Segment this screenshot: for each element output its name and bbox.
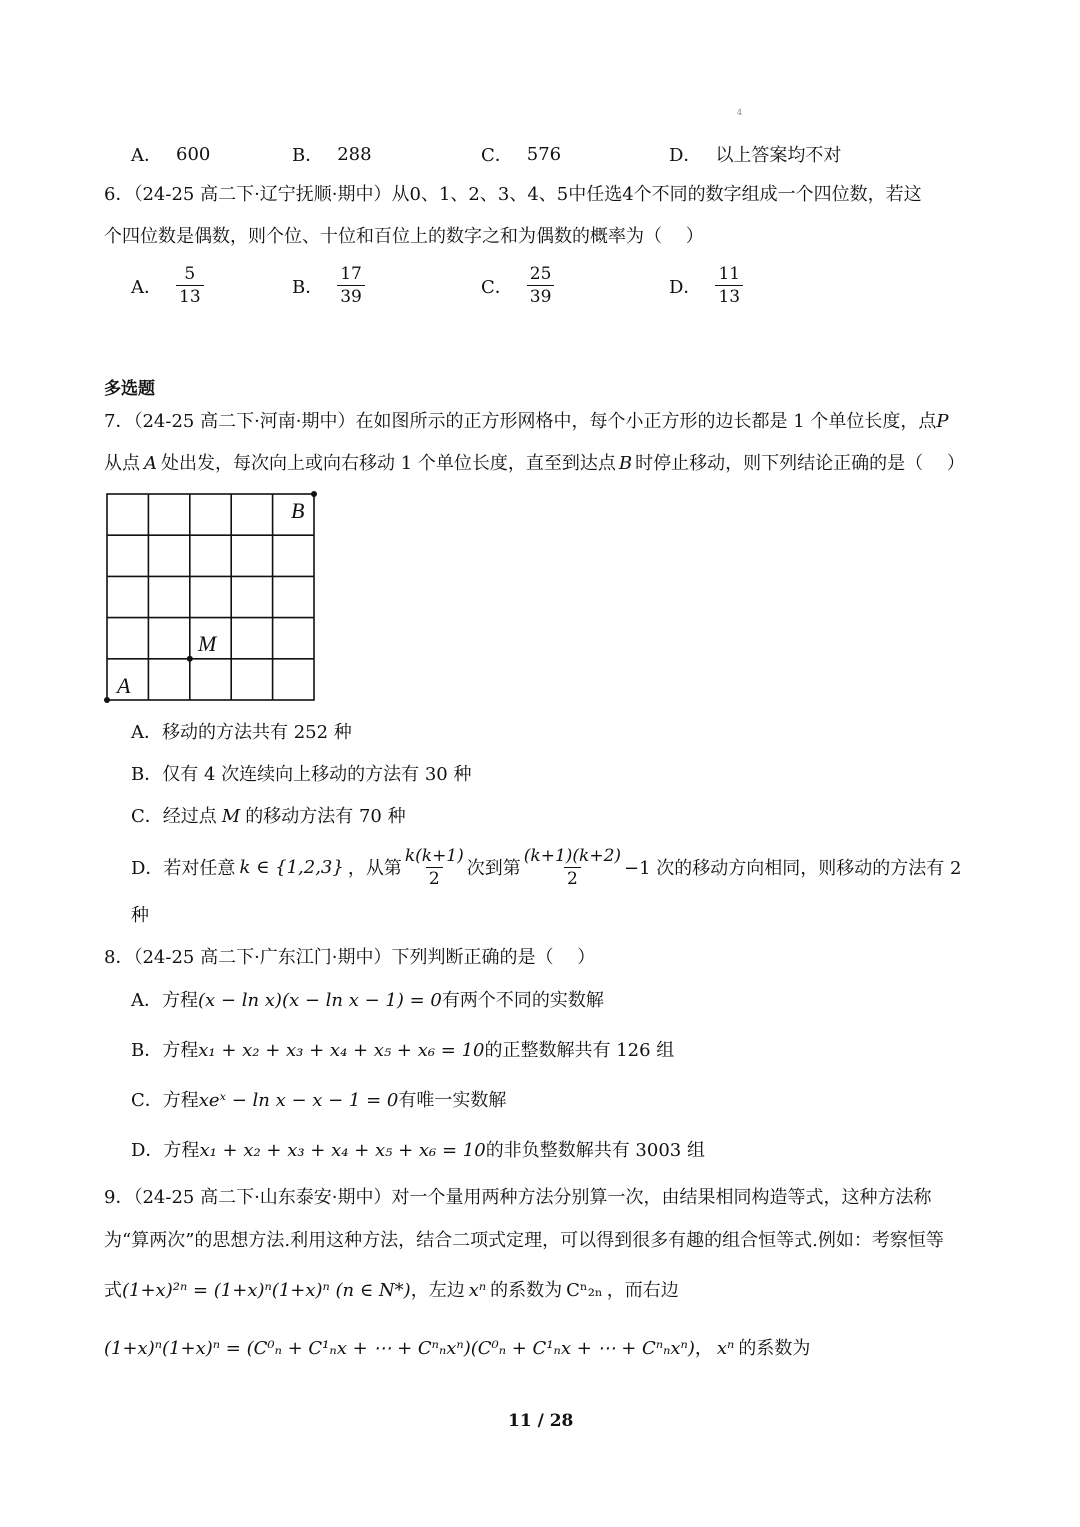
stem-math: (1+x)²ⁿ = (1+x)ⁿ(1+x)ⁿ (n ∈ N*) — [122, 1280, 411, 1301]
option-text: 有两个不同的实数解 — [441, 990, 604, 1011]
q6-stem-line2: 个四位数是偶数，则个位、十位和百位上的数字之和为偶数的概率为（ ） — [104, 226, 704, 247]
option-math: (x − ln x)(x − ln x − 1) = 0 — [198, 990, 442, 1011]
q7-option-d[interactable] — [131, 844, 961, 890]
option-label: A． — [131, 276, 162, 298]
option-text: A．方程 — [131, 990, 198, 1011]
fraction-numerator: 25 — [529, 264, 552, 284]
option-text: D．若对任意 — [131, 858, 236, 879]
option-text: 的正整数解共有 126 组 — [484, 1040, 675, 1061]
grid-border — [107, 494, 314, 700]
q7-var-b: B — [618, 453, 633, 474]
option-fraction — [521, 846, 624, 889]
option-text: 以上答案均不对 — [715, 145, 842, 166]
fraction-denominator: 2 — [564, 867, 581, 889]
q8-stem: 8．（24-25 高二下·广东江门·期中）下列判断正确的是（ ） — [104, 947, 596, 968]
stem-text: ，左边 — [410, 1280, 465, 1301]
point-m-dot — [187, 656, 193, 662]
corner-mark: 4 — [737, 108, 743, 117]
q5-option-d[interactable] — [669, 141, 841, 167]
q7-var-m: M — [221, 806, 241, 827]
option-text: B．方程 — [131, 1040, 199, 1061]
option-text: C．经过点 — [131, 806, 217, 827]
stem-math: xⁿ — [716, 1338, 735, 1359]
q8-option-b[interactable] — [131, 1038, 674, 1064]
option-text: 次到第 — [466, 858, 521, 879]
q6-option-a[interactable] — [131, 264, 204, 307]
option-label: B． — [292, 276, 324, 298]
option-text: 的非负整数解共有 3003 组 — [485, 1140, 705, 1161]
q7-option-b[interactable]: B．仅有 4 次连续向上移动的方法有 30 种 — [131, 764, 472, 785]
q6-option-c[interactable] — [481, 264, 554, 307]
q8-option-d[interactable] — [131, 1138, 705, 1164]
option-label: B． — [292, 145, 324, 166]
point-a-dot — [104, 697, 110, 703]
option-label: C． — [481, 276, 513, 298]
point-a-label: A — [117, 673, 131, 698]
option-text: −1 次的移动方向相同，则移动的方法有 2 — [624, 858, 962, 879]
q7-var-a: A — [144, 453, 157, 474]
q7-stem-text: 处出发，每次向上或向右移动 1 个单位长度，直至到达点 — [161, 453, 616, 474]
grid-lines — [107, 494, 314, 700]
section-title: 多选题 — [104, 379, 155, 399]
fraction-denominator: 39 — [527, 285, 555, 307]
grid-figure — [100, 488, 322, 704]
q7-option-d-wrap: 种 — [131, 905, 149, 926]
option-text: ，从第 — [347, 858, 402, 879]
q9-stem-line2: 为“算两次”的思想方法.利用这种方法，结合二项式定理，可以得到很多有趣的组合恒等式.例如：考察恒等 — [104, 1230, 944, 1251]
stem-math: xⁿ — [468, 1280, 487, 1301]
q6-stem-line1: 6．（24-25 高二下·辽宁抚顺·期中）从0、1、2、3、4、5中任选4个不同的数字组成一个四位数，若这 — [104, 184, 922, 205]
option-text: 576 — [526, 143, 562, 165]
option-label: D． — [669, 145, 702, 166]
q9-stem-line1: 9．（24-25 高二下·山东泰安·期中）对一个量用两种方法分别算一次，由结果相同构造等式，这种方法称 — [104, 1187, 932, 1208]
q7-var-p: P — [936, 411, 949, 432]
q7-stem-text: 从点 — [104, 453, 140, 474]
point-b-label: B — [291, 498, 305, 523]
stem-math: (1+x)ⁿ(1+x)ⁿ = (C⁰ₙ + C¹ₙx + ⋯ + Cⁿₙxⁿ)(C⁰ₙ + C¹ₙx + ⋯ + Cⁿₙxⁿ) — [104, 1338, 695, 1359]
q8-option-c[interactable] — [131, 1088, 506, 1114]
option-label: D． — [669, 276, 702, 298]
fraction-numerator: 11 — [718, 264, 741, 284]
stem-text: 的系数为 — [490, 1280, 563, 1301]
option-text: 的移动方法有 70 种 — [245, 806, 406, 827]
stem-text: ， — [694, 1338, 713, 1359]
option-text: D．方程 — [131, 1140, 200, 1161]
fraction-numerator: 5 — [184, 264, 196, 284]
option-math: x₁ + x₂ + x₃ + x₄ + x₅ + x₆ = 10 — [198, 1040, 485, 1061]
q5-option-b[interactable] — [292, 141, 372, 167]
fraction-numerator: (k+1)(k+2) — [523, 845, 622, 866]
fraction-numerator: 17 — [340, 264, 362, 284]
option-text: 600 — [176, 143, 211, 165]
option-text: 288 — [337, 143, 372, 165]
q7-option-a[interactable]: A．移动的方法共有 252 种 — [131, 722, 352, 743]
page-number: 11 / 28 — [508, 1411, 574, 1431]
option-fraction — [402, 846, 467, 889]
option-label: C． — [481, 145, 513, 166]
fraction-denominator: 39 — [337, 285, 365, 307]
fraction-denominator: 2 — [426, 867, 443, 889]
q6-option-b[interactable] — [292, 264, 365, 307]
point-b-dot — [311, 491, 317, 497]
option-fraction — [176, 264, 204, 307]
q7-stem-text: 时停止移动，则下列结论正确的是（ ） — [635, 453, 965, 474]
stem-text: 的系数为 — [738, 1338, 811, 1359]
stem-math: Cⁿ₂ₙ — [566, 1280, 603, 1301]
option-label: A． — [131, 145, 162, 166]
q7-stem-line1 — [104, 409, 949, 435]
fraction-denominator: 13 — [715, 285, 743, 307]
q8-option-a[interactable] — [131, 988, 604, 1014]
option-fraction — [715, 264, 743, 307]
option-math: xeˣ − ln x − x − 1 = 0 — [198, 1090, 399, 1111]
option-fraction — [527, 264, 555, 307]
stem-text: ，而右边 — [606, 1280, 679, 1301]
stem-text: 式 — [104, 1280, 122, 1301]
fraction-numerator: k(k+1) — [404, 845, 464, 866]
point-m-label: M — [198, 631, 217, 656]
option-math: x₁ + x₂ + x₃ + x₄ + x₅ + x₆ = 10 — [199, 1140, 486, 1161]
q9-stem-line4 — [104, 1336, 810, 1362]
q7-stem-line2 — [104, 451, 965, 477]
option-text: C．方程 — [131, 1090, 199, 1111]
fraction-denominator: 13 — [176, 285, 204, 307]
option-math: k ∈ {1,2,3} — [239, 856, 344, 878]
q7-option-c[interactable] — [131, 804, 406, 830]
q5-option-a[interactable] — [131, 141, 210, 167]
q5-option-c[interactable] — [481, 141, 561, 167]
option-text: 有唯一实数解 — [398, 1090, 507, 1111]
option-fraction — [337, 264, 365, 307]
q7-stem-text: 7．（24-25 高二下·河南·期中）在如图所示的正方形网格中，每个小正方形的边长都是 1 个单位长度，点 — [104, 411, 937, 432]
q9-stem-line3 — [104, 1278, 679, 1304]
q6-option-d[interactable] — [669, 264, 743, 307]
